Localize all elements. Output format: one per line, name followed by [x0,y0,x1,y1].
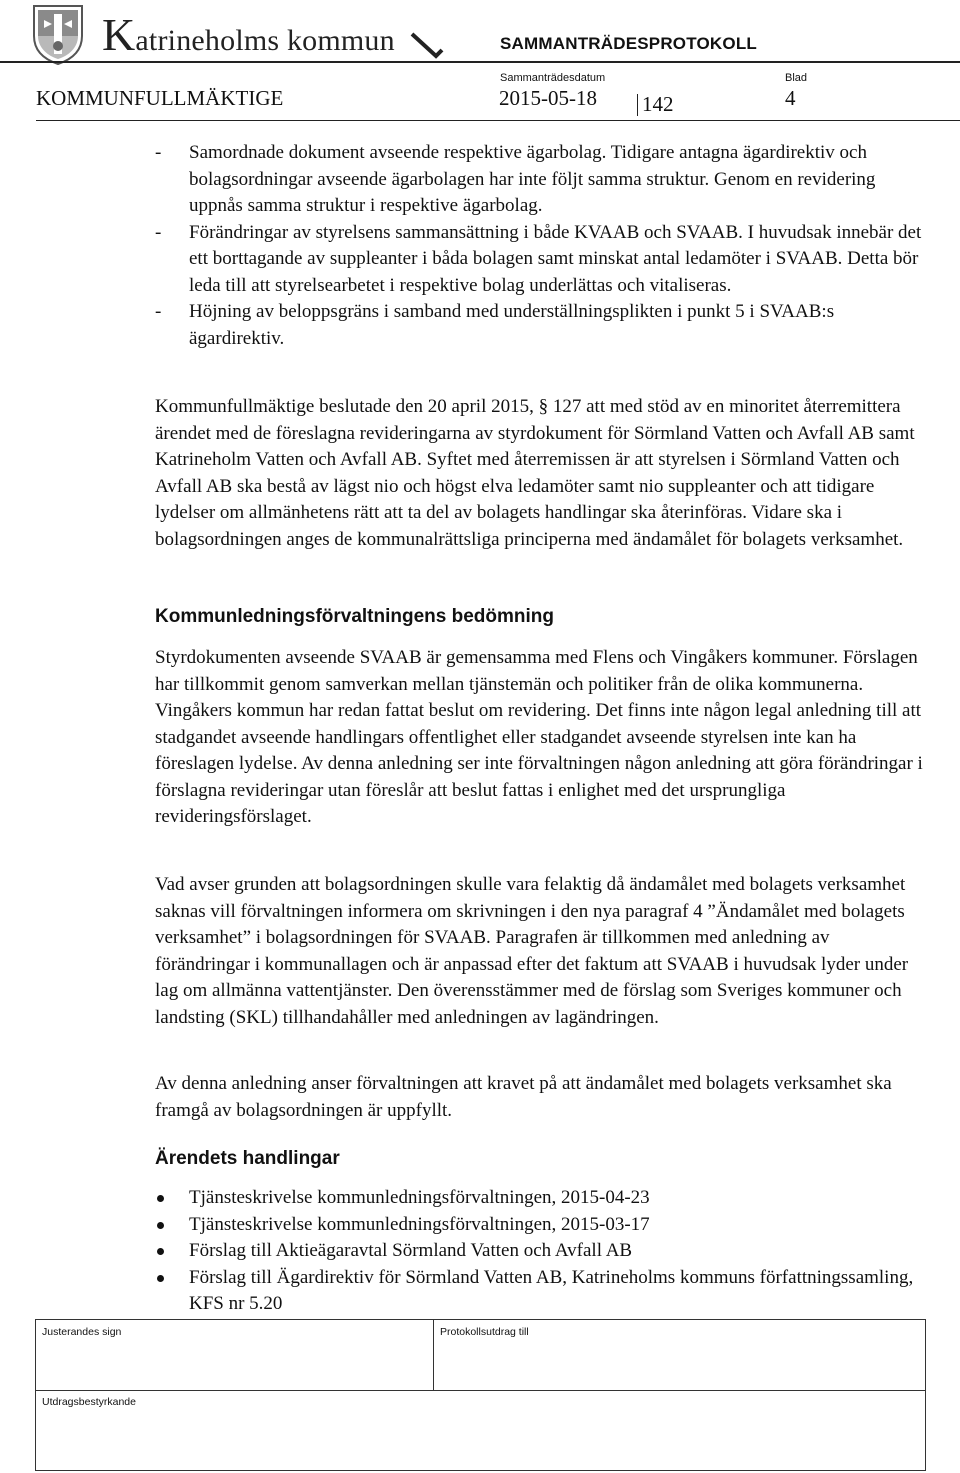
list-item: - Samordnade dokument avseende respektive ägarbolag. Tidigare antagna ägardirektiv och bolagsordningar avseende ägarbolagen har inte följt samma struktur. Genom en revidering uppnås samma struktur i respektive ägarbolag. [155,140,925,220]
signature-label: Justerandes sign [42,1326,122,1338]
assessment-paragraph-1-block [155,645,925,831]
change-list [155,140,925,352]
intro-section [155,140,925,352]
decision-paragraph: Kommunfullmäktige beslutade den 20 april 2015, § 127 att med stöd av en minoritet återremittera ärendet med de föreslagna revideringarna av styrdokument för Sörmland Vatten och Avfall AB samt Katrineholm Vatten och Avfall AB. Syftet med återremissen är att styrelsen i Sörmland Vatten och Avfall AB ska bestå av lägst nio och högst elva ledamöter samt nio suppleanter och att tidigare lydelser om allmänhetens rätt att ta del av bolagets handlingar ska återinföras. Vidare ska i bolagsordningen anges de kommunalrättsliga principerna med ändamålet för bolagets verksamhet. [155,396,915,550]
header-rule [0,61,960,63]
assessment-paragraph-3-block [155,1071,925,1124]
list-item: Förslag till Aktieägaravtal Sörmland Vatten och Avfall AB [155,1238,925,1265]
list-item: - Förändringar av styrelsens sammansättning i både KVAAB och SVAAB. I huvudsak innebär det ett borttagande av suppleanter i båda bolagen samt minskat antal ledamöter i SVAAB. Detta bör leda till att styrelsearbetet i respektive bolag underlättas och vitaliseras. [155,220,925,300]
list-item: Tjänsteskrivelse kommunledningsförvaltningen, 2015-04-23 [155,1185,925,1212]
meeting-date-label: Sammanträdesdatum [500,72,606,84]
logo-initial: K [102,9,136,60]
list-item: Förslag till Ägardirektiv för Sörmland Vatten AB, Katrineholms kommuns författningssamling, KFS nr 5.20 [155,1265,925,1318]
logo-rest: atrineholms kommun [135,24,395,57]
list-item: Tjänsteskrivelse kommunledningsförvaltningen, 2015-03-17 [155,1212,925,1239]
documents-list-block [155,1185,925,1318]
document-type: SAMMANTRÄDESPROTOKOLL [500,34,757,53]
page-number: 4 [785,86,796,110]
assessment-paragraph-3: Av denna anledning anser förvaltningen att kravet på att ändamålet med bolagets verksamhet ska framgå av bolagsordningen är uppfyllt. [155,1073,892,1121]
footer-divider-horizontal [36,1390,925,1391]
header-underline [36,120,960,121]
section-heading-documents: Ärendets handlingar [155,1148,340,1169]
list-item: - Höjning av beloppsgräns i samband med underställningsplikten i punkt 5 i SVAAB:s ägardirektiv. [155,299,925,352]
extract-recipient-label: Protokollsutdrag till [440,1326,529,1338]
section-heading-assessment: Kommunledningsförvaltningens bedömning [155,606,554,627]
paragraph-number: 142 [642,92,674,116]
assessment-paragraph-2-block [155,872,925,1031]
assessment-paragraph-2: Vad avser grunden att bolagsordningen skulle vara felaktig då ändamålet med bolagets verksamhet saknas vill förvaltningen informera om skrivningen i den nya paragraf 4 ”Ändamålet med bolagets verksamhet” i bolagsordningen för SVAAB. Paragrafen är tillkommen med anledning av förändringar i kommunallagen och är anpassad efter det faktum att SVAAB i huvudsak lyder under lag om allmänna vattentjänster. Den överensstämmer med de förslag som Sveriges kommuner och landsting (SKL) tillhandahåller med anledningen av lagändringen. [155,874,909,1028]
certification-label: Utdragsbestyrkande [42,1396,136,1408]
documents-list [155,1185,925,1318]
signature-footer [35,1319,926,1471]
assessment-paragraph-1: Styrdokumenten avseende SVAAB är gemensamma med Flens och Vingåkers kommuner. Förslagen har tillkommit genom samverkan mellan tjänstemän och politiker från de olika kommunerna. Vingåkers kommun har redan fattat beslut om revidering. Det finns inte någon legal anledning till att stadgandet avseende handlingars offentlighet eller stadgandet avseende styrelsen inte kan ha föreslagen lydelse. Av denna anledning ser inte förvaltningen någon anledning att göra förändringar i förslagna revideringar utan föreslår att beslut fattas i enlighet med det ursprungliga revideringsförslaget. [155,647,923,827]
municipality-logo-text [102,9,395,60]
meeting-date: 2015-05-18 [499,86,597,110]
logo-swoosh-icon [410,30,444,64]
organization-name: KOMMUNFULLMÄKTIGE [36,86,284,110]
decision-paragraph-block [155,394,925,553]
page-label: Blad [785,72,808,84]
footer-divider-vertical [433,1320,434,1390]
municipal-crest-icon [30,2,86,66]
